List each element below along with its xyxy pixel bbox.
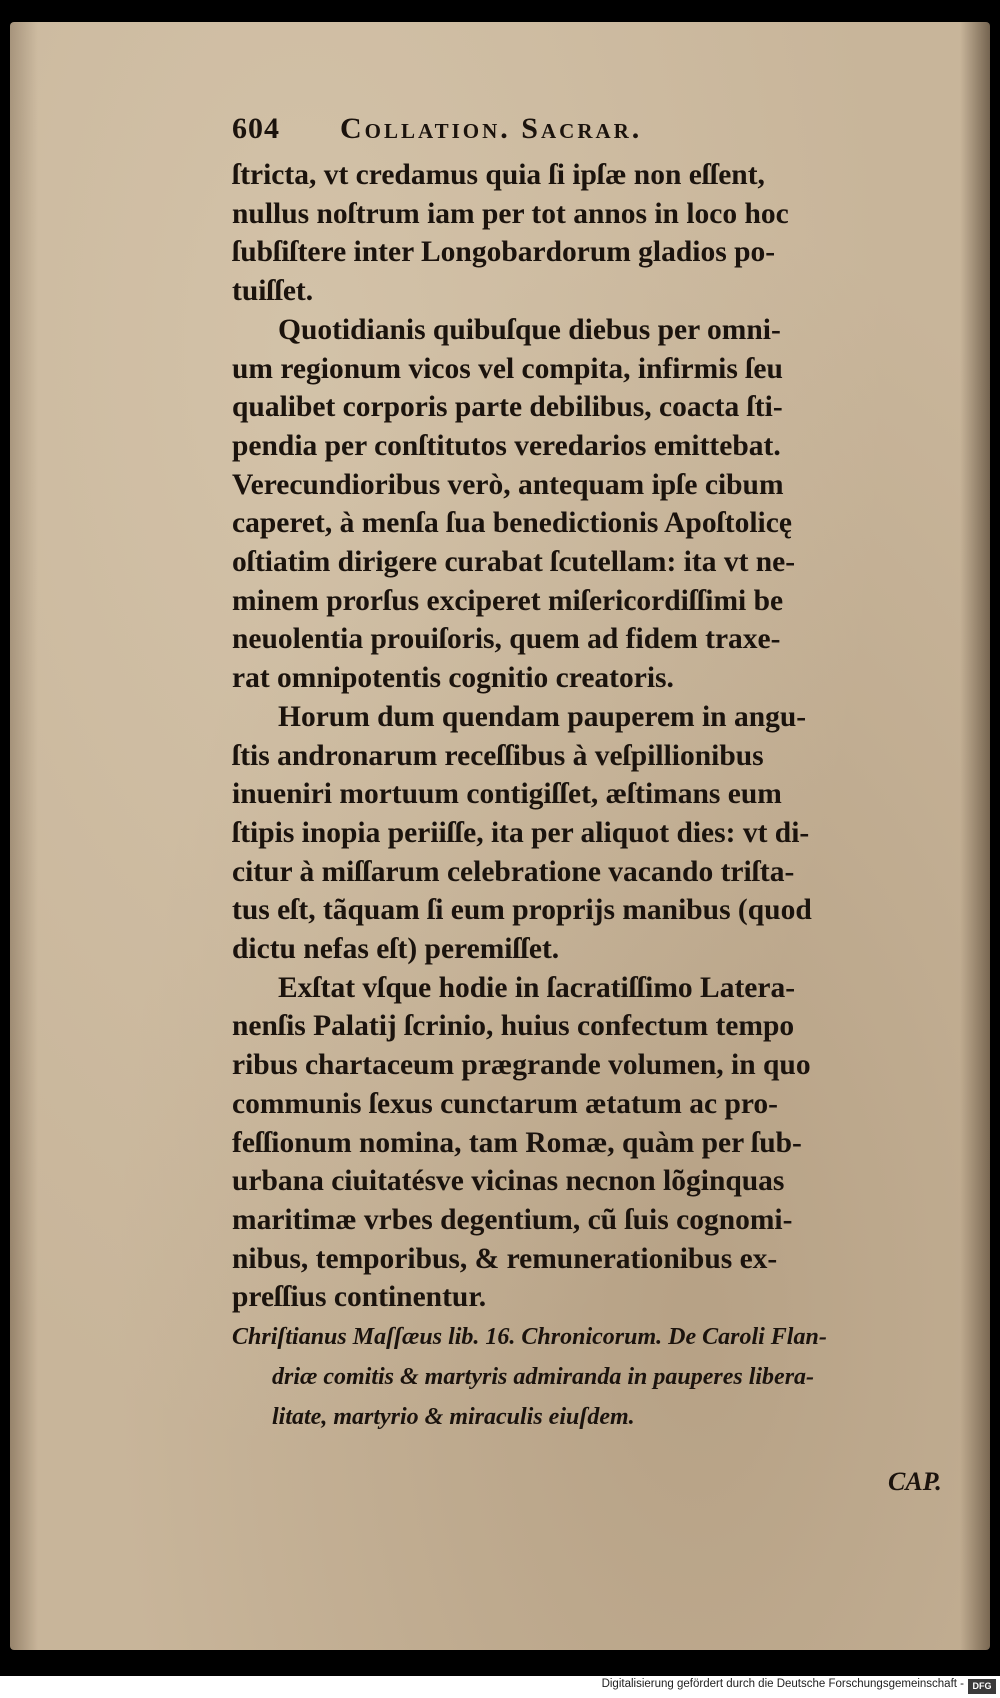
- text-line: ſtricta, vt credamus quia ſi ipſæ non eſſent,: [232, 159, 765, 191]
- text-line: driæ comitis & martyris admiranda in pauperes libera-: [272, 1364, 815, 1391]
- text-line: Quotidianis quibuſque diebus per omni-: [278, 313, 781, 346]
- text-line: ſubſiſtere inter Longobardorum gladios po-: [232, 236, 776, 269]
- marginal-citation: [232, 1317, 962, 1437]
- text-line: nibus, temporibus, & remunerationibus ex-: [232, 1242, 778, 1275]
- text-line: Horum dum quendam pauperem in angu-: [278, 700, 807, 733]
- text-line: citur à miſſarum celebratione vacando triſta-: [232, 855, 795, 888]
- text-line: inueniri mortuum contigiſſet, æſtimans eum: [232, 778, 782, 811]
- text-line: caperet, à menſa ſua benedictionis Apoſtolicę: [232, 507, 792, 540]
- dfg-logo-icon: DFG: [968, 1679, 996, 1694]
- text-line: Chriſtianus Maſſæus lib. 16. Chronicorum. De Caroli Flan-: [232, 1324, 827, 1351]
- text-line: Exſtat vſque hodie in ſacratiſſimo Latera-: [278, 971, 796, 1004]
- text-line: Verecundioribus verò, antequam ipſe cibum: [232, 468, 784, 501]
- text-line: nullus noſtrum iam per tot annos in loco hoc: [232, 197, 789, 230]
- footer-bar: [0, 1676, 1000, 1698]
- text-line: communis ſexus cunctarum ætatum ac pro-: [232, 1087, 778, 1120]
- text-line: minem prorſus exciperet miſericordiſſimi be: [232, 584, 784, 617]
- text-line: urbana ciuitatésve vicinas necnon lõginquas: [232, 1165, 785, 1198]
- text-line: um regionum vicos vel compita, infirmis ſeu: [232, 352, 783, 385]
- text-line: feſſionum nomina, tam Romæ, quàm per ſub-: [232, 1126, 802, 1159]
- text-line: oſtiatim dirigere curabat ſcutellam: ita vt ne-: [232, 546, 796, 579]
- text-line: rat omnipotentis cognitio creatoris.: [232, 662, 674, 695]
- text-line: tuiſſet.: [232, 275, 314, 308]
- page-text: [232, 110, 962, 1437]
- catchword: CAP.: [888, 1467, 942, 1496]
- text-line: ribus chartaceum prægrande volumen, in quo: [232, 1049, 811, 1082]
- text-line: nenſis Palatij ſcrinio, huius confectum tempo: [232, 1010, 795, 1043]
- book-page: [10, 22, 990, 1650]
- text-line: ſtis andronarum receſſibus à veſpillionibus: [232, 739, 764, 772]
- text-line: qualibet corporis parte debilibus, coacta ſti-: [232, 391, 783, 424]
- body-text: [232, 156, 962, 1317]
- page-number: 604: [232, 112, 280, 145]
- running-title: Collation. Sacrar.: [340, 112, 643, 145]
- running-header: [232, 110, 962, 156]
- text-line: dictu nefas eſt) peremiſſet.: [232, 933, 560, 966]
- text-line: litate, martyrio & miraculis eiuſdem.: [272, 1404, 635, 1431]
- text-line: ſtipis inopia periiſſe, ita per aliquot dies: vt di-: [232, 816, 810, 849]
- text-line: neuolentia prouiſoris, quem ad fidem traxe-: [232, 623, 781, 656]
- text-line: preſſius continentur.: [232, 1281, 487, 1314]
- text-line: maritimæ vrbes degentium, cũ ſuis cognomi-: [232, 1203, 793, 1236]
- funding-credit: Digitalisierung gefördert durch die Deutsche Forschungsgemeinschaft -: [601, 1678, 964, 1690]
- text-line: tus eſt, tãquam ſi eum proprijs manibus (quod: [232, 894, 812, 927]
- text-line: pendia per conſtitutos veredarios emittebat.: [232, 429, 781, 462]
